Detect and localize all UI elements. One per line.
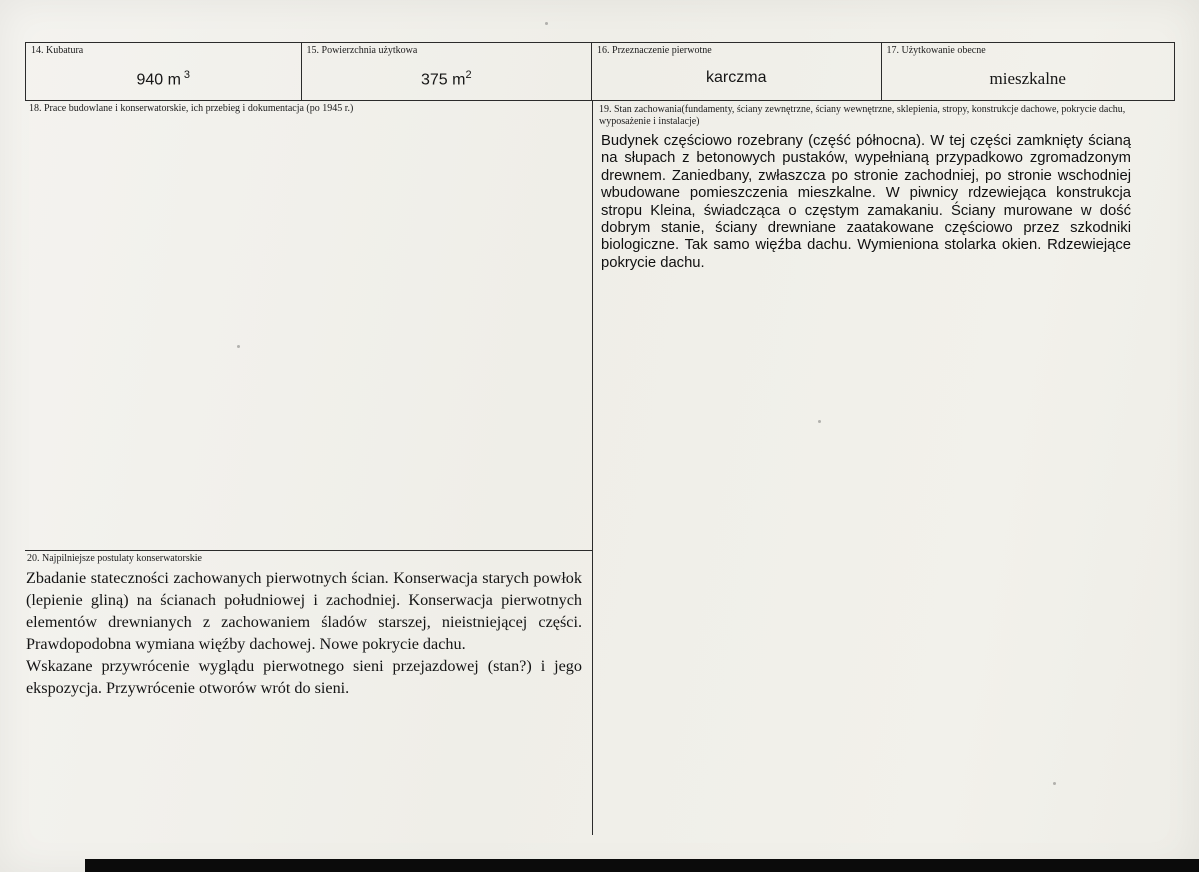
- field-19-text: Budynek częściowo rozebrany (część północna). W tej części zamknięty ścianą na słupach z betonowych pustaków, wypełnianą przypadkowo zgromadzonym drewnem. Zaniedbany, zwłaszcza po stronie zachodniej, po stronie wschodniej wbudowane pomieszczenia mieszkalne. W piwnicy rdzewiejąca konstrukcja stropu Kleina, świadcząca o częstym zamakaniu. Ściany murowane w dość dobrym stanie, ściany drewniane zaatakowane częściowo przez szkodniki biologiczne. Tak samo więźba dachu. Wymieniona stolarka okien. Rdzewiejące pokrycie dachu.: [601, 133, 1131, 271]
- field-18-label: 18. Prace budowlane i konserwatorskie, ich przebieg i dokumentacja (po 1945 r.): [29, 103, 354, 114]
- field-20-label: 20. Najpilniejsze postulaty konserwatorskie: [27, 553, 202, 564]
- field-14-value: [31, 69, 296, 89]
- field-19-stan-zachowania: [594, 101, 1175, 272]
- field-15-label: 15. Powierzchnia użytkowa: [306, 45, 418, 56]
- field-20-paragraph: Wskazane przywrócenie wyglądu pierwotnego sieni przejazdowej (stan?) i jego ekspozycja. Przywrócenie otworów wrót do sieni.: [26, 657, 582, 697]
- scan-speckle: [818, 420, 821, 423]
- field-20-paragraph: Zbadanie stateczności zachowanych pierwotnych ścian. Konserwacja starych powłok (lepienie gliną) na ścianach południowej i zachodniej. Konserwacja pierwotnych elementów drewnianych z zachowaniem śladów starszej, nieistniejącej części. Prawdopodobna wymiana więźby dachowej. Nowe pokrycie dachu.: [26, 569, 582, 653]
- field-15-powierzchnia: [302, 43, 593, 100]
- field-16-label: 16. Przeznaczenie pierwotne: [597, 45, 712, 56]
- scan-speckle: [237, 345, 240, 348]
- field-15-exponent: 2: [465, 69, 472, 81]
- field-14-label: 14. Kubatura: [31, 45, 84, 56]
- scan-speckle: [1053, 782, 1056, 785]
- field-15-value-text: 375 m: [420, 71, 466, 89]
- field-16-value: karczma: [706, 69, 767, 86]
- field-14-kubatura: [26, 43, 302, 100]
- field-17-uzytkowanie: [882, 43, 1174, 100]
- field-20-text: [25, 565, 592, 699]
- column-divider-line: [592, 101, 593, 835]
- field-15-value: [307, 69, 587, 89]
- scanner-edge-bar: [85, 859, 1199, 872]
- field-16-przeznaczenie: [592, 43, 882, 100]
- field-17-label: 17. Użytkowanie obecne: [886, 45, 986, 56]
- field-19-label: 19. Stan zachowania(fundamenty, ściany zewnętrzne, ściany wewnętrzne, sklepienia, stropy, konstrukcje dachowe, pokrycie dachu, wyposażenie i instalacje): [599, 104, 1126, 127]
- field-17-value: mieszkalne: [989, 69, 1066, 88]
- scan-speckle: [545, 22, 548, 25]
- field-14-value-text: 940 m: [136, 71, 181, 89]
- header-fields-row: [25, 42, 1175, 101]
- field-14-exponent: 3: [183, 69, 191, 81]
- field-18-prace-budowlane: [25, 103, 585, 115]
- field-20-postulaty: [25, 550, 592, 699]
